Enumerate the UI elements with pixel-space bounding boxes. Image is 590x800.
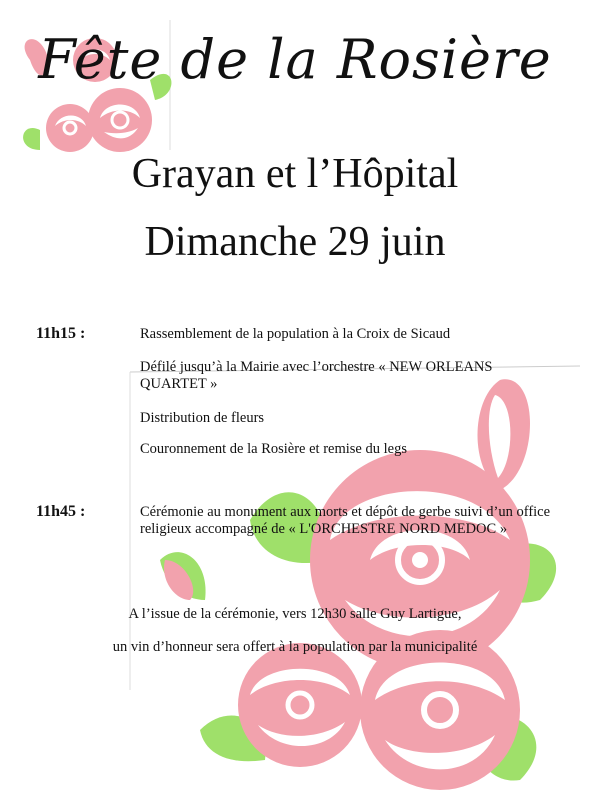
schedule-item: Couronnement de la Rosière et remise du legs [140,441,407,457]
time-label: 11h45 : [36,503,86,520]
schedule-item: Défilé jusqu’à la Mairie avec l’orchestre « NEW ORLEANS QUARTET » [140,359,493,392]
date-heading: Dimanche 29 juin [144,219,446,265]
schedule-item: Distribution de fleurs [140,410,265,426]
time-label: 11h15 : [36,325,86,342]
schedule-item: Rassemblement de la population à la Croix de Sicaud [140,326,451,342]
town-heading: Grayan et l’Hôpital [131,151,459,197]
schedule-item: Cérémonie au monument aux morts et dépôt de gerbe suivi d’un office religieux accompagné de « L'ORCHESTRE NORD MEDOC » [140,504,551,537]
closing-line: A l’issue de la cérémonie, vers 12h30 salle Guy Lartigue, [128,606,462,622]
page-title: Fête de la Rosière [38,28,552,91]
closing-line: un vin d’honneur sera offert à la population par la municipalité [112,639,478,655]
